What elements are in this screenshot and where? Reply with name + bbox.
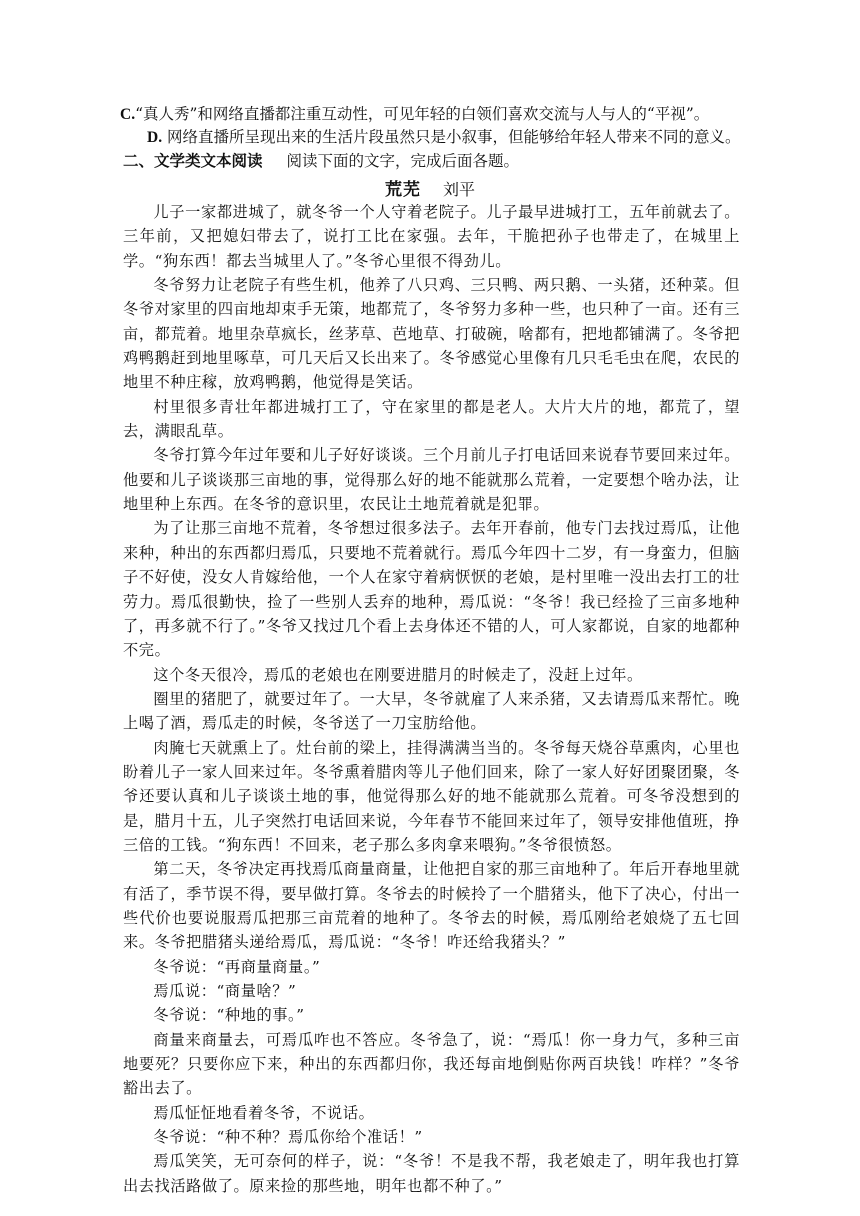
option-c xyxy=(120,103,760,126)
paragraph: 这个冬天很冷，焉瓜的老娘也在刚要进腊月的时候走了，没赶上过年。 xyxy=(153,665,643,684)
section-instruction: 阅读下面的文字，完成后面各题。 xyxy=(286,152,520,170)
paragraph: 儿子一家都进城了，就冬爷一个人守着老院子。儿子最早进城打工，五年前就去了。三年前，又把媳妇带去了，说打工比在家强。去年，干脆把孙子也带走了，在城里上学。“狗东西！都去当城里人了。”冬爷心里很不得劲儿。 xyxy=(123,203,740,270)
paragraph: 冬爷说：“再商量商量。” xyxy=(153,957,321,976)
paragraph: 冬爷努力让老院子有些生机，他养了八只鸡、三只鸭、两只鹅、一头猪，还种菜。但冬爷对家里的四亩地却束手无策，地都荒了，冬爷努力多种一些，也只种了一亩。还有三亩，都荒着。地里杂草疯长，丝茅草、芭地草、打破碗，啥都有，把地都铺满了。冬爷把鸡鸭鹅赶到地里啄草，可几天后又长出来了。冬爷感觉心里像有几只毛毛虫在爬，农民的地里不种庄稼，放鸡鸭鹅，他觉得是笑话。 xyxy=(123,276,740,392)
paragraph: 冬爷说：“种地的事。” xyxy=(153,1006,305,1025)
paragraph: 冬爷打算今年过年要和儿子好好谈谈。三个月前儿子打电话回来说春节要回来过年。他要和儿子谈谈那三亩地的事，觉得那么好的地不能就那么荒着，一定要想个啥办法，让地里种上东西。在冬爷的意识里，农民让土地荒着就是犯罪。 xyxy=(123,446,740,514)
paragraph: 肉腌七天就熏上了。灶台前的梁上，挂得满满当当的。冬爷每天烧谷草熏肉，心里也盼着儿子一家人回来过年。冬爷熏着腊肉等儿子他们回来，除了一家人好好团聚团聚，冬爷还要认真和儿子谈谈土地的事，他觉得那么好的地不能就那么荒着。可冬爷没想到的是，腊月十五，儿子突然打电话回来说，今年春节不能回来过年了，领导安排他值班，挣三倍的工钱。“狗东西！不回来，老子那么多肉拿来喂狗。”冬爷很愤怒。 xyxy=(123,738,740,854)
paragraph: 商量来商量去，可焉瓜咋也不答应。冬爷急了，说：“焉瓜！你一身力气，多种三亩地要死？只要你应下来，种出的东西都归你，我还每亩地倒贴你两百块钱！咋样？”冬爷豁出去了。 xyxy=(123,1030,740,1098)
option-text: 网络直播所呈现出来的生活片段虽然只是小叙事，但能够给年轻人带来不同的意义。 xyxy=(167,128,741,146)
option-letter: D. xyxy=(147,129,163,146)
option-letter: C. xyxy=(120,106,136,123)
paragraph: 第二天，冬爷决定再找焉瓜商量商量，让他把自家的那三亩地种了。年后开春地里就有活了，季节误不得，要早做打算。冬爷去的时候拎了一个腊猪头，他下了决心，付出一些代价也要说服焉瓜把那三亩荒着的地种了。冬爷去的时候，焉瓜刚给老娘烧了五七回来。冬爷把腊猪头递给焉瓜，焉瓜说：“冬爷！咋还给我猪头？” xyxy=(123,860,740,952)
paragraph: 焉瓜笑笑，无可奈何的样子，说：“冬爷！不是我不帮，我老娘走了，明年我也打算出去找活路做了。原来捡的那些地，明年也都不种了。” xyxy=(123,1152,740,1195)
story-author: 刘平 xyxy=(442,180,475,199)
section-title: 二、文学类文本阅读 xyxy=(123,151,263,170)
story-heading xyxy=(0,178,860,202)
paragraph: 为了让那三亩地不荒着，冬爷想过很多法子。去年开春前，他专门去找过焉瓜，让他来种，种出的东西都归焉瓜，只要地不荒着就行。焉瓜今年四十二岁，有一身蛮力，但脑子不好使，没女人肯嫁给他，一个人在家守着病恹恹的老娘，是村里唯一没出去打工的壮劳力。焉瓜很勤快，捡了一些别人丢弃的地种，焉瓜说：“冬爷！我已经捡了三亩多地种了，再多就不行了。”冬爷又找过几个看上去身体还不错的人，可人家都说，自家的地都种不完。 xyxy=(123,519,740,660)
paragraph: 焉瓜怔怔地看着冬爷，不说话。 xyxy=(153,1103,375,1122)
paragraph: 冬爷说：“种不种？焉瓜你给个准话！” xyxy=(153,1128,423,1147)
section-heading xyxy=(123,149,763,173)
story-title: 荒芜 xyxy=(384,180,421,200)
story-body xyxy=(123,200,740,1198)
paragraph: 焉瓜说：“商量啥？” xyxy=(153,982,297,1000)
option-d xyxy=(147,126,787,149)
paragraph: 村里很多青壮年都进城打工了，守在家里的都是老人。大片大片的地，都荒了，望去，满眼乱草。 xyxy=(123,397,740,441)
paragraph: 圈里的猪肥了，就要过年了。一大早，冬爷就雇了人来杀猪，又去请焉瓜来帮忙。晚上喝了酒，焉瓜走的时候，冬爷送了一刀宝肪给他。 xyxy=(123,689,740,733)
option-text: “真人秀”和网络直播都注重互动性，可见年轻的白领们喜欢交流与人与人的“平视”。 xyxy=(135,105,710,123)
